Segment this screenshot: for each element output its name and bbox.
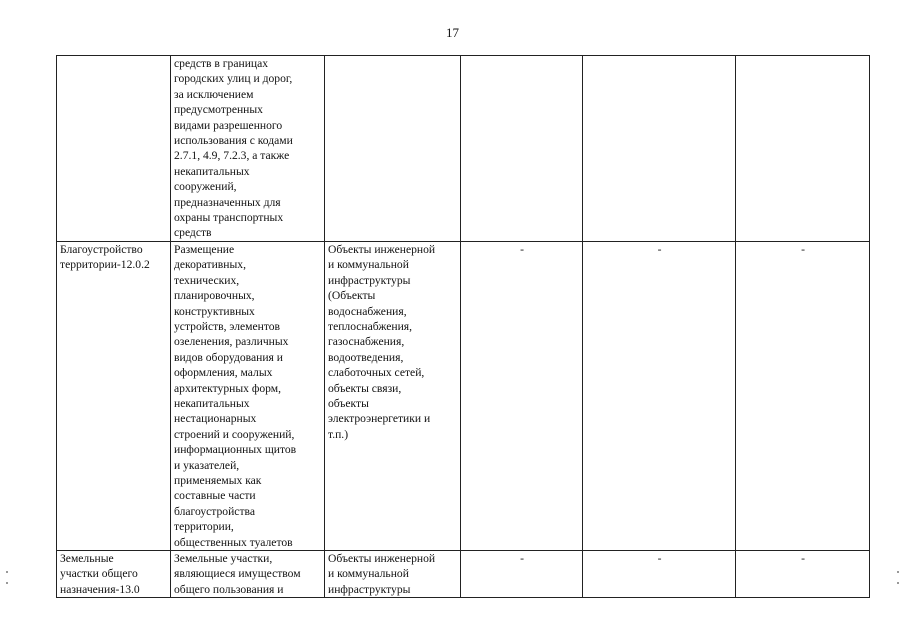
table-cell-param <box>736 56 870 242</box>
use-name-text: Земельные участки общего назначения-13.0 <box>60 552 140 596</box>
dash-value: - <box>801 552 805 565</box>
table-row <box>57 241 870 550</box>
objects-text: Объекты инженерной и коммунальной инфраструктуры (Объекты водоснабжения, теплоснабжения, газоснабжения, водоотведения, слаботочных сетей, объекты связи, объекты электроэнергетики и т.п.) <box>328 242 436 441</box>
table-cell-param <box>583 56 736 242</box>
use-description-text: Размещение декоративных, технических, планировочных, конструктивных устройств, элементов озеленения, различных видов оборудования и оформления, малых архитектурных форм, некапитальных нестационарных строений и сооружений, информационных щитов и указателей, применяемых как составные части благоустройства территории, общественных туалетов <box>174 242 297 549</box>
table-cell-param <box>461 551 583 598</box>
table-cell-objects <box>325 56 461 242</box>
table-cell-objects <box>325 241 461 550</box>
scan-margin-mark <box>897 571 899 573</box>
table-cell-param <box>461 56 583 242</box>
dash-value: - <box>801 242 805 256</box>
table-row <box>57 56 870 242</box>
scan-margin-mark <box>6 571 8 573</box>
table-cell-param <box>583 241 736 550</box>
dash-value: - <box>520 242 524 256</box>
use-name-text: Благоустройство территории-12.0.2 <box>60 242 150 272</box>
dash-value: - <box>657 552 662 565</box>
table-cell-use-description <box>171 56 325 242</box>
table-cell-param <box>461 241 583 550</box>
land-use-table <box>56 55 870 598</box>
table-cell-use-description <box>171 551 325 598</box>
dash-value: - <box>520 552 524 565</box>
table-cell-use-name <box>57 56 171 242</box>
scan-margin-mark <box>897 582 899 584</box>
use-description-text: Земельные участки, являющиеся имуществом общего пользования и <box>174 552 301 596</box>
page-number: 17 <box>446 25 459 40</box>
table-cell-use-name <box>57 241 171 550</box>
use-description-text: средств в границах городских улиц и дорог, за исключением предусмотренных видами разрешенного использования с кодами 2.7.1, 4.9, 7.2.3, а также некапитальных сооружений, предназначенных для охраны транспортных средств <box>174 57 293 240</box>
dash-value: - <box>657 242 662 256</box>
table-cell-param <box>736 551 870 598</box>
table-cell-use-name <box>57 551 171 598</box>
table-cell-objects <box>325 551 461 598</box>
table-cell-use-description <box>171 241 325 550</box>
table-cell-param <box>583 551 736 598</box>
table-row <box>57 551 870 598</box>
table-cell-param <box>736 241 870 550</box>
objects-text: Объекты инженерной и коммунальной инфраструктуры <box>328 552 436 596</box>
scan-margin-mark <box>6 582 8 584</box>
